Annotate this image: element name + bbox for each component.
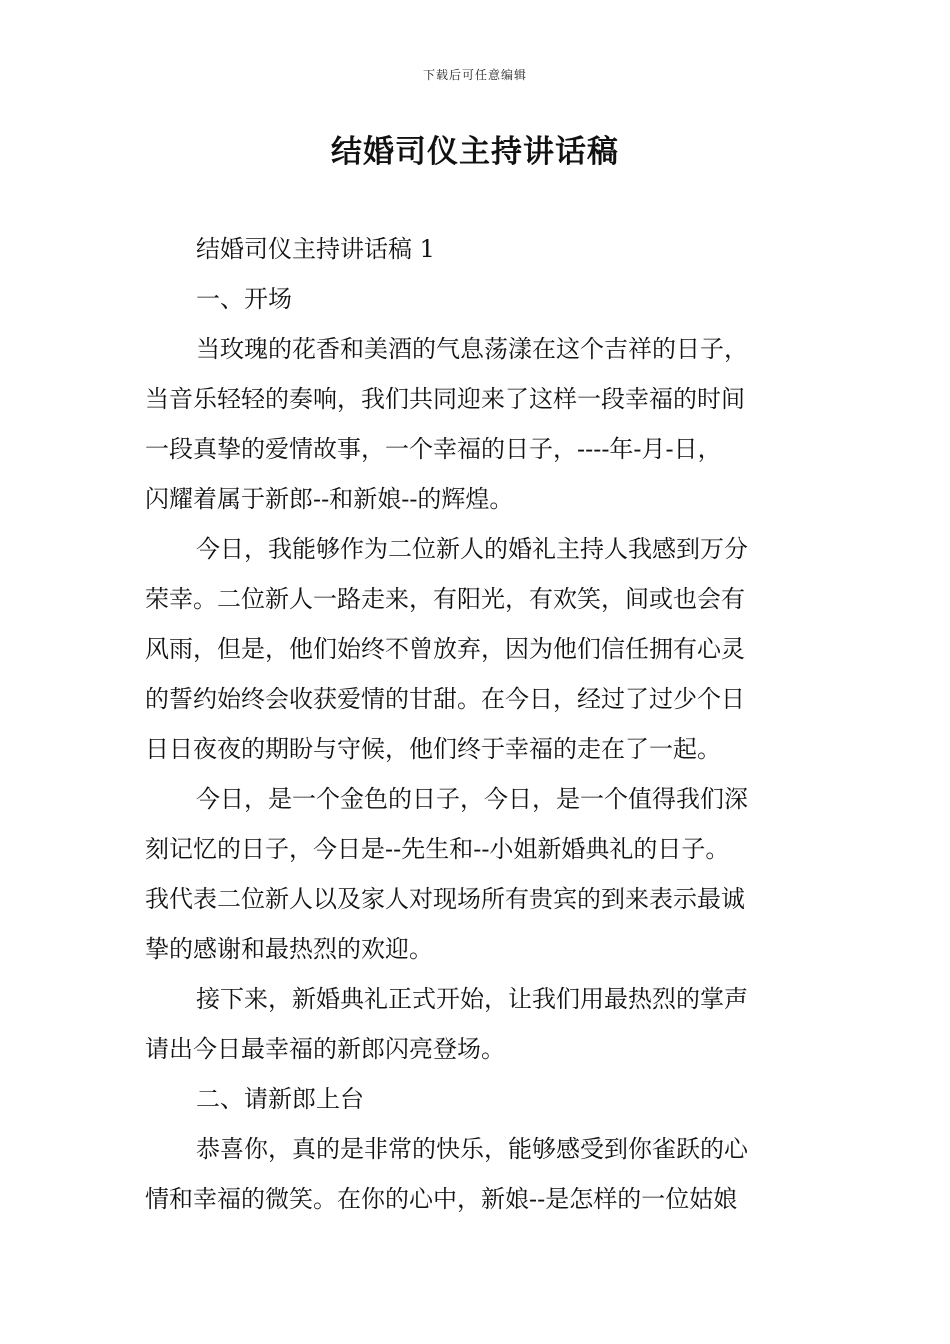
body-line: 结婚司仪主持讲话稿 1 [196,235,435,263]
body-line: 接下来，新婚典礼正式开始，让我们用最热烈的掌声 [196,985,748,1013]
body-line: 挚的感谢和最热烈的欢迎。 [145,935,433,963]
document-title: 结婚司仪主持讲话稿 [331,134,619,170]
page-header-note: 下载后可任意编辑 [422,68,527,82]
body-line: 一、开场 [196,285,292,313]
body-line: 我代表二位新人以及家人对现场所有贵宾的到来表示最诚 [145,885,745,913]
body-line: 二、请新郎上台 [196,1085,364,1113]
body-line: 一段真挚的爱情故事，一个幸福的日子，----年-月-日， [145,435,722,463]
body-line: 日日夜夜的期盼与守候，他们终于幸福的走在了一起。 [145,735,721,763]
body-line: 请出今日最幸福的新郎闪亮登场。 [145,1035,505,1063]
body-line: 今日，我能够作为二位新人的婚礼主持人我感到万分 [196,535,748,563]
body-line: 当玫瑰的花香和美酒的气息荡漾在这个吉祥的日子， [196,335,748,363]
body-line: 的誓约始终会收获爱情的甘甜。在今日，经过了过少个日 [145,685,745,713]
body-line: 刻记忆的日子，今日是--先生和--小姐新婚典礼的日子。 [145,835,730,863]
body-line: 荣幸。二位新人一路走来，有阳光，有欢笑，间或也会有 [145,585,745,613]
body-line: 闪耀着属于新郎--和新娘--的辉煌。 [145,485,514,513]
body-line: 恭喜你，真的是非常的快乐，能够感受到你雀跃的心 [196,1135,748,1163]
document-body [145,224,810,1224]
body-line: 当音乐轻轻的奏响，我们共同迎来了这样一段幸福的时间 [145,385,745,413]
body-line: 风雨，但是，他们始终不曾放弃，因为他们信任拥有心灵 [145,635,745,663]
body-line: 情和幸福的微笑。在你的心中，新娘--是怎样的一位姑娘 [145,1185,738,1213]
body-line: 今日，是一个金色的日子，今日，是一个值得我们深 [196,785,748,813]
